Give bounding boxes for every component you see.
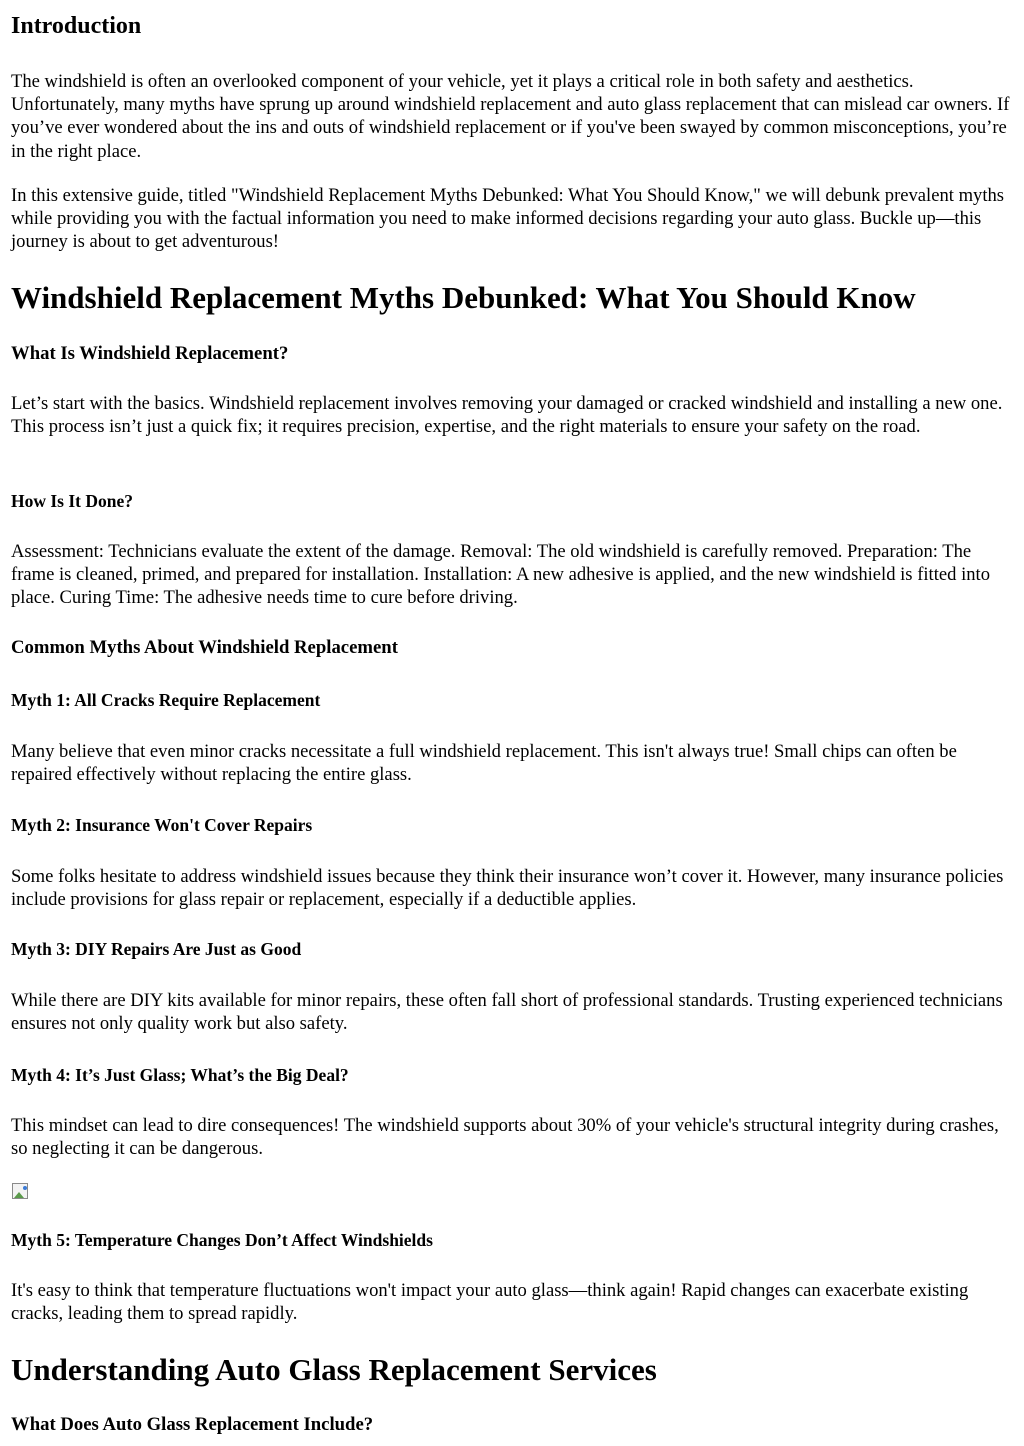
myth-1-paragraph: Many believe that even minor cracks necessitate a full windshield replacement. This isn't always true! Small chips can often be repaired effectively without replacing the entire glass. (11, 741, 957, 786)
what-is-paragraph: Let’s start with the basics. Windshield replacement involves removing your damaged or cracked windshield and installing a new one. This process isn’t just a quick fix; it requires precision, expertise, and the right materials to ensure your safety on the road. (11, 393, 1003, 438)
what-is-heading: What Is Windshield Replacement? (11, 343, 289, 364)
intro-paragraph-1: The windshield is often an overlooked component of your vehicle, yet it plays a critical role in both safety and aesthetics. Unfortunately, many myths have sprung up around windshield replacement and auto glass replacement that can mislead car owners. If you’ve ever wondered about the ins and outs of windshield replacement or if you've been swayed by common misconceptions, you’re in the right place. (11, 71, 1010, 162)
myth-3-title: Myth 3: DIY Repairs Are Just as Good (11, 939, 302, 959)
intro-heading: Introduction (11, 13, 142, 39)
how-paragraph: Assessment: Technicians evaluate the extent of the damage. Removal: The old windshield is carefully removed. Preparation: The frame is cleaned, primed, and prepared for installation. Installation: A new adhesive is applied, and the new windshield is fitted into place. Curing Time: The adhesive needs time to cure before driving. (11, 541, 991, 609)
myth-5-paragraph: It's easy to think that temperature fluctuations won't impact your auto glass—think again! Rapid changes can exacerbate existing cracks, leading them to spread rapidly. (11, 1280, 969, 1325)
main-heading: Windshield Replacement Myths Debunked: What You Should Know (11, 280, 916, 315)
myth-4-title: Myth 4: It’s Just Glass; What’s the Big Deal? (11, 1065, 349, 1085)
broken-image (11, 1182, 1016, 1207)
services-heading: Understanding Auto Glass Replacement Services (11, 1352, 657, 1387)
myth-5-title: Myth 5: Temperature Changes Don’t Affect Windshields (11, 1230, 433, 1250)
broken-image-icon (11, 1182, 31, 1202)
myth-1-title: Myth 1: All Cracks Require Replacement (11, 690, 321, 710)
myths-heading: Common Myths About Windshield Replacement (11, 637, 398, 658)
services-sub-heading: What Does Auto Glass Replacement Include? (11, 1414, 374, 1435)
intro-paragraph-2: In this extensive guide, titled "Windshield Replacement Myths Debunked: What You Should Know," we will debunk prevalent myths while providing you with the factual information you need to make informed decisions regarding your auto glass. Buckle up—this journey is about to get adventurous! (11, 185, 1005, 253)
myth-3-paragraph: While there are DIY kits available for minor repairs, these often fall short of professional standards. Trusting experienced technicians ensures not only quality work but also safety. (11, 990, 1003, 1035)
myth-2-paragraph: Some folks hesitate to address windshield issues because they think their insurance won’t cover it. However, many insurance policies include provisions for glass repair or replacement, especially if a deductible applies. (11, 866, 1004, 911)
how-heading: How Is It Done? (11, 491, 134, 511)
myth-4-paragraph: This mindset can lead to dire consequences! The windshield supports about 30% of your vehicle's structural integrity during crashes, so neglecting it can be dangerous. (11, 1115, 999, 1160)
myth-2-title: Myth 2: Insurance Won't Cover Repairs (11, 815, 313, 835)
